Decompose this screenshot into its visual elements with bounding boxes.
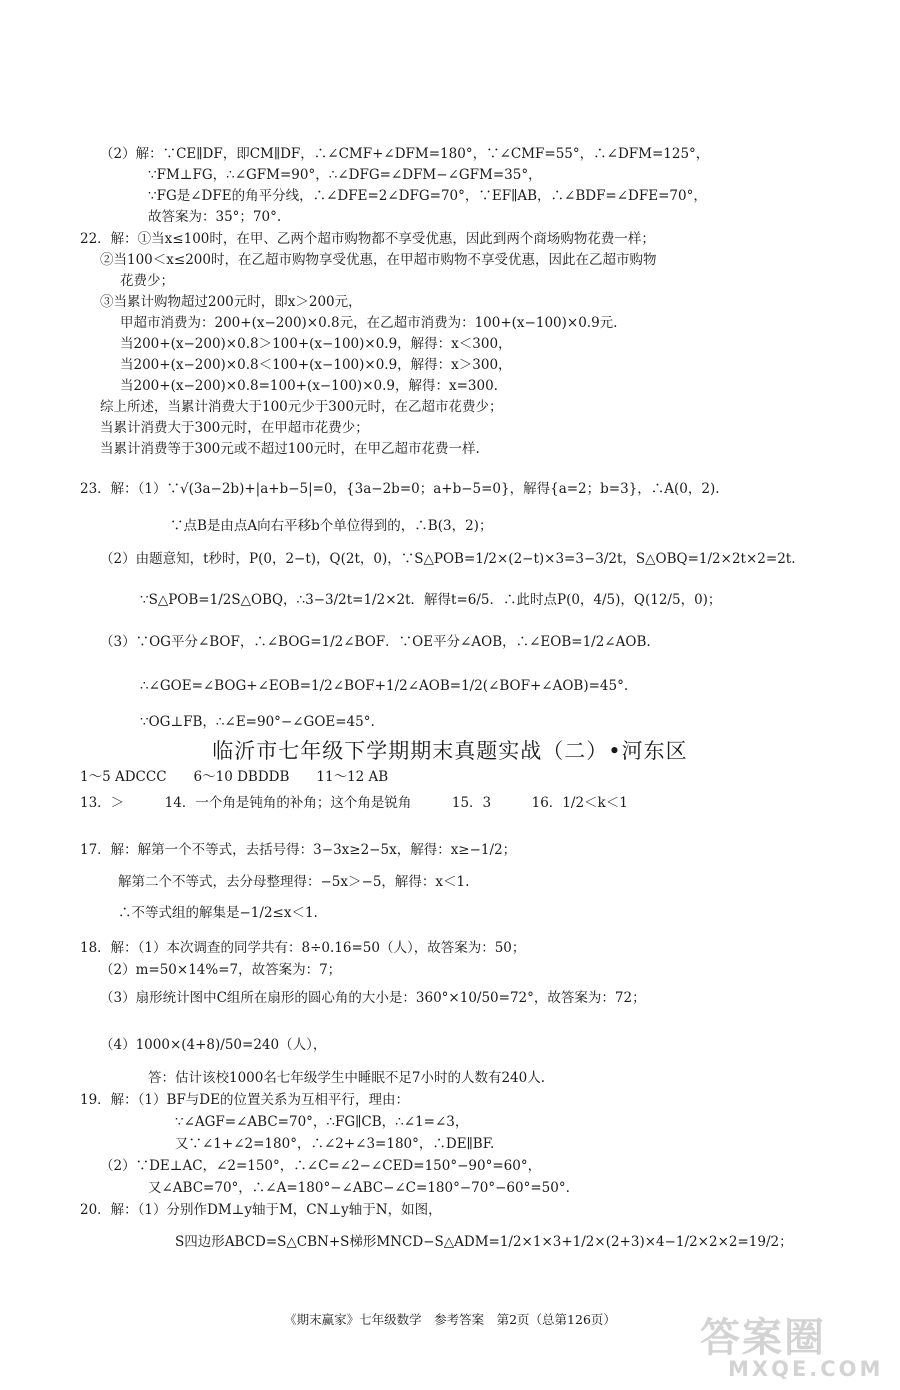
text-line: 当200+(x−200)×0.8＜100+(x−100)×0.9，解得：x＞300， <box>120 357 512 373</box>
text-line: 23．解：（1）∵√(3a−2b)+|a+b−5|=0，{3a−2b=0；a+b−5=0}，解得{a=2；b=3}，∴A(0，2). <box>80 481 720 497</box>
text-line: ∵FG是∠DFE的角平分线，∴∠DFE=2∠DFG=70°，∵EF∥AB，∴∠BDF=∠DFE=70°， <box>148 188 707 204</box>
text-line: （2）m=50×14%=7，故答案为：7； <box>100 962 342 978</box>
text-line: （2）由题意知，t秒时，P(0，2−t)，Q(2t，0)，∵S△POB=1/2×(2−t)×3=3−3/2t，S△OBQ=1/2×2t×2=2t. <box>100 551 796 567</box>
text-line: ∵OG⊥FB，∴∠E=90°−∠GOE=45°. <box>140 714 375 730</box>
text-line: S四边形ABCD=S△CBN+S梯形MNCD−S△ADM=1/2×1×3+1/2×(2+3)×4−1/2×2×2=19/2； <box>175 1234 793 1250</box>
text-line: 解第二个不等式，去分母整理得：−5x＞−5，解得：x＜1. <box>118 874 470 890</box>
watermark-logo <box>700 1315 884 1382</box>
text-line: 18．解：（1）本次调查的同学共有：8÷0.16=50（人），故答案为：50； <box>80 940 526 956</box>
text-line: ②当100＜x≤200时，在乙超市购物享受优惠，在甲超市购物不享受优惠，因此在乙超市购物 <box>100 252 657 268</box>
text-line: 当200+(x−200)×0.8=100+(x−100)×0.9，解得：x=300. <box>120 378 498 394</box>
text-line: （2）解：∵CE∥DF，即CM∥DF，∴∠CMF+∠DFM=180°，∵∠CMF=55°，∴∠DFM=125°， <box>100 146 710 162</box>
text-line: ∵点B是由点A向右平移b个单位得到的，∴B(3，2)； <box>170 518 493 534</box>
text-line: ∴∠GOE=∠BOG+∠EOB=1/2∠BOF+1/2∠AOB=1/2(∠BOF+∠AOB)=45°. <box>140 678 629 694</box>
text-line: （3）∵OG平分∠BOF，∴∠BOG=1/2∠BOF．∵OE平分∠AOB，∴∠EOB=1/2∠AOB. <box>100 634 651 650</box>
text-line: ③当累计购物超过200元时，即x＞200元， <box>100 294 362 310</box>
text-line: 13．＞ 14．一个角是钝角的补角；这个角是锐角 15．3 16．1/2＜k＜1 <box>80 795 628 811</box>
text-line: 又∠ABC=70°，∴∠A=180°−∠ABC−∠C=180°−70°−60°=50°. <box>148 1180 570 1196</box>
text-line: ∵S△POB=1/2S△OBQ，∴3−3/2t=1/2×2t．解得t=6/5．∴此时点P(0，4/5)，Q(12/5，0)； <box>140 592 722 608</box>
text-line: 19．解：（1）BF与DE的位置关系为互相平行，理由： <box>80 1092 409 1108</box>
text-line: 又∵∠1+∠2=180°，∴∠2+∠3=180°，∴DE∥BF. <box>175 1136 495 1152</box>
text-line: 综上所述，当累计消费大于100元少于300元时，在乙超市花费少； <box>100 399 503 415</box>
text-line: 故答案为：35°；70°. <box>148 209 282 225</box>
text-line: 1～5 ADCCC 6～10 DBDDB 11～12 AB <box>80 769 389 785</box>
text-line: ∴不等式组的解集是−1/2≤x＜1. <box>118 905 318 921</box>
text-line: 当200+(x−200)×0.8＞100+(x−100)×0.9，解得：x＜300， <box>120 336 512 352</box>
text-line: （2）∵DE⊥AC，∠2=150°，∴∠C=∠2−∠CED=150°−90°=60°， <box>100 1158 542 1174</box>
text-line: （3）扇形统计图中C组所在扇形的圆心角的大小是：360°×10/50=72°，故答案为：72； <box>100 990 646 1006</box>
text-line: 甲超市消费为：200+(x−200)×0.8元，在乙超市消费为：100+(x−100)×0.9元. <box>120 315 618 331</box>
text-line: 22．解：①当x≤100时，在甲、乙两个超市购物都不享受优惠，因此到两个商场购物花费一样； <box>80 231 655 247</box>
text-line: ∵∠AGF=∠ABC=70°，∴FG∥CB，∴∠1=∠3， <box>175 1114 469 1130</box>
text-line: 花费少； <box>120 273 174 289</box>
page-footer: 《期末赢家》七年级数学 参考答案 第2页（总第126页） <box>284 1312 616 1327</box>
text-line: 当累计消费大于300元时，在甲超市花费少； <box>100 420 369 436</box>
text-line: （4）1000×(4+8)/50=240（人）， <box>100 1037 327 1053</box>
text-line: 17．解：解第一个不等式，去括号得：3−3x≥2−5x，解得：x≥−1/2； <box>80 842 517 858</box>
text-line: ∵FM⊥FG，∴∠GFM=90°，∴∠DFG=∠DFM−∠GFM=35°， <box>148 167 542 183</box>
watermark-top-text: 答案圈 <box>700 1315 826 1361</box>
text-line: 当累计消费等于300元或不超过100元时，在甲乙超市花费一样. <box>100 441 480 457</box>
text-line: 答：估计该校1000名七年级学生中睡眠不足7小时的人数有240人. <box>148 1070 546 1086</box>
text-line: 20．解：（1）分别作DM⊥y轴于M，CN⊥y轴于N，如图， <box>80 1202 442 1218</box>
watermark-bottom-text: MXQE.COM <box>728 1357 884 1381</box>
section-title: 临沂市七年级下学期期末真题实战（二）•河东区 <box>212 739 688 763</box>
